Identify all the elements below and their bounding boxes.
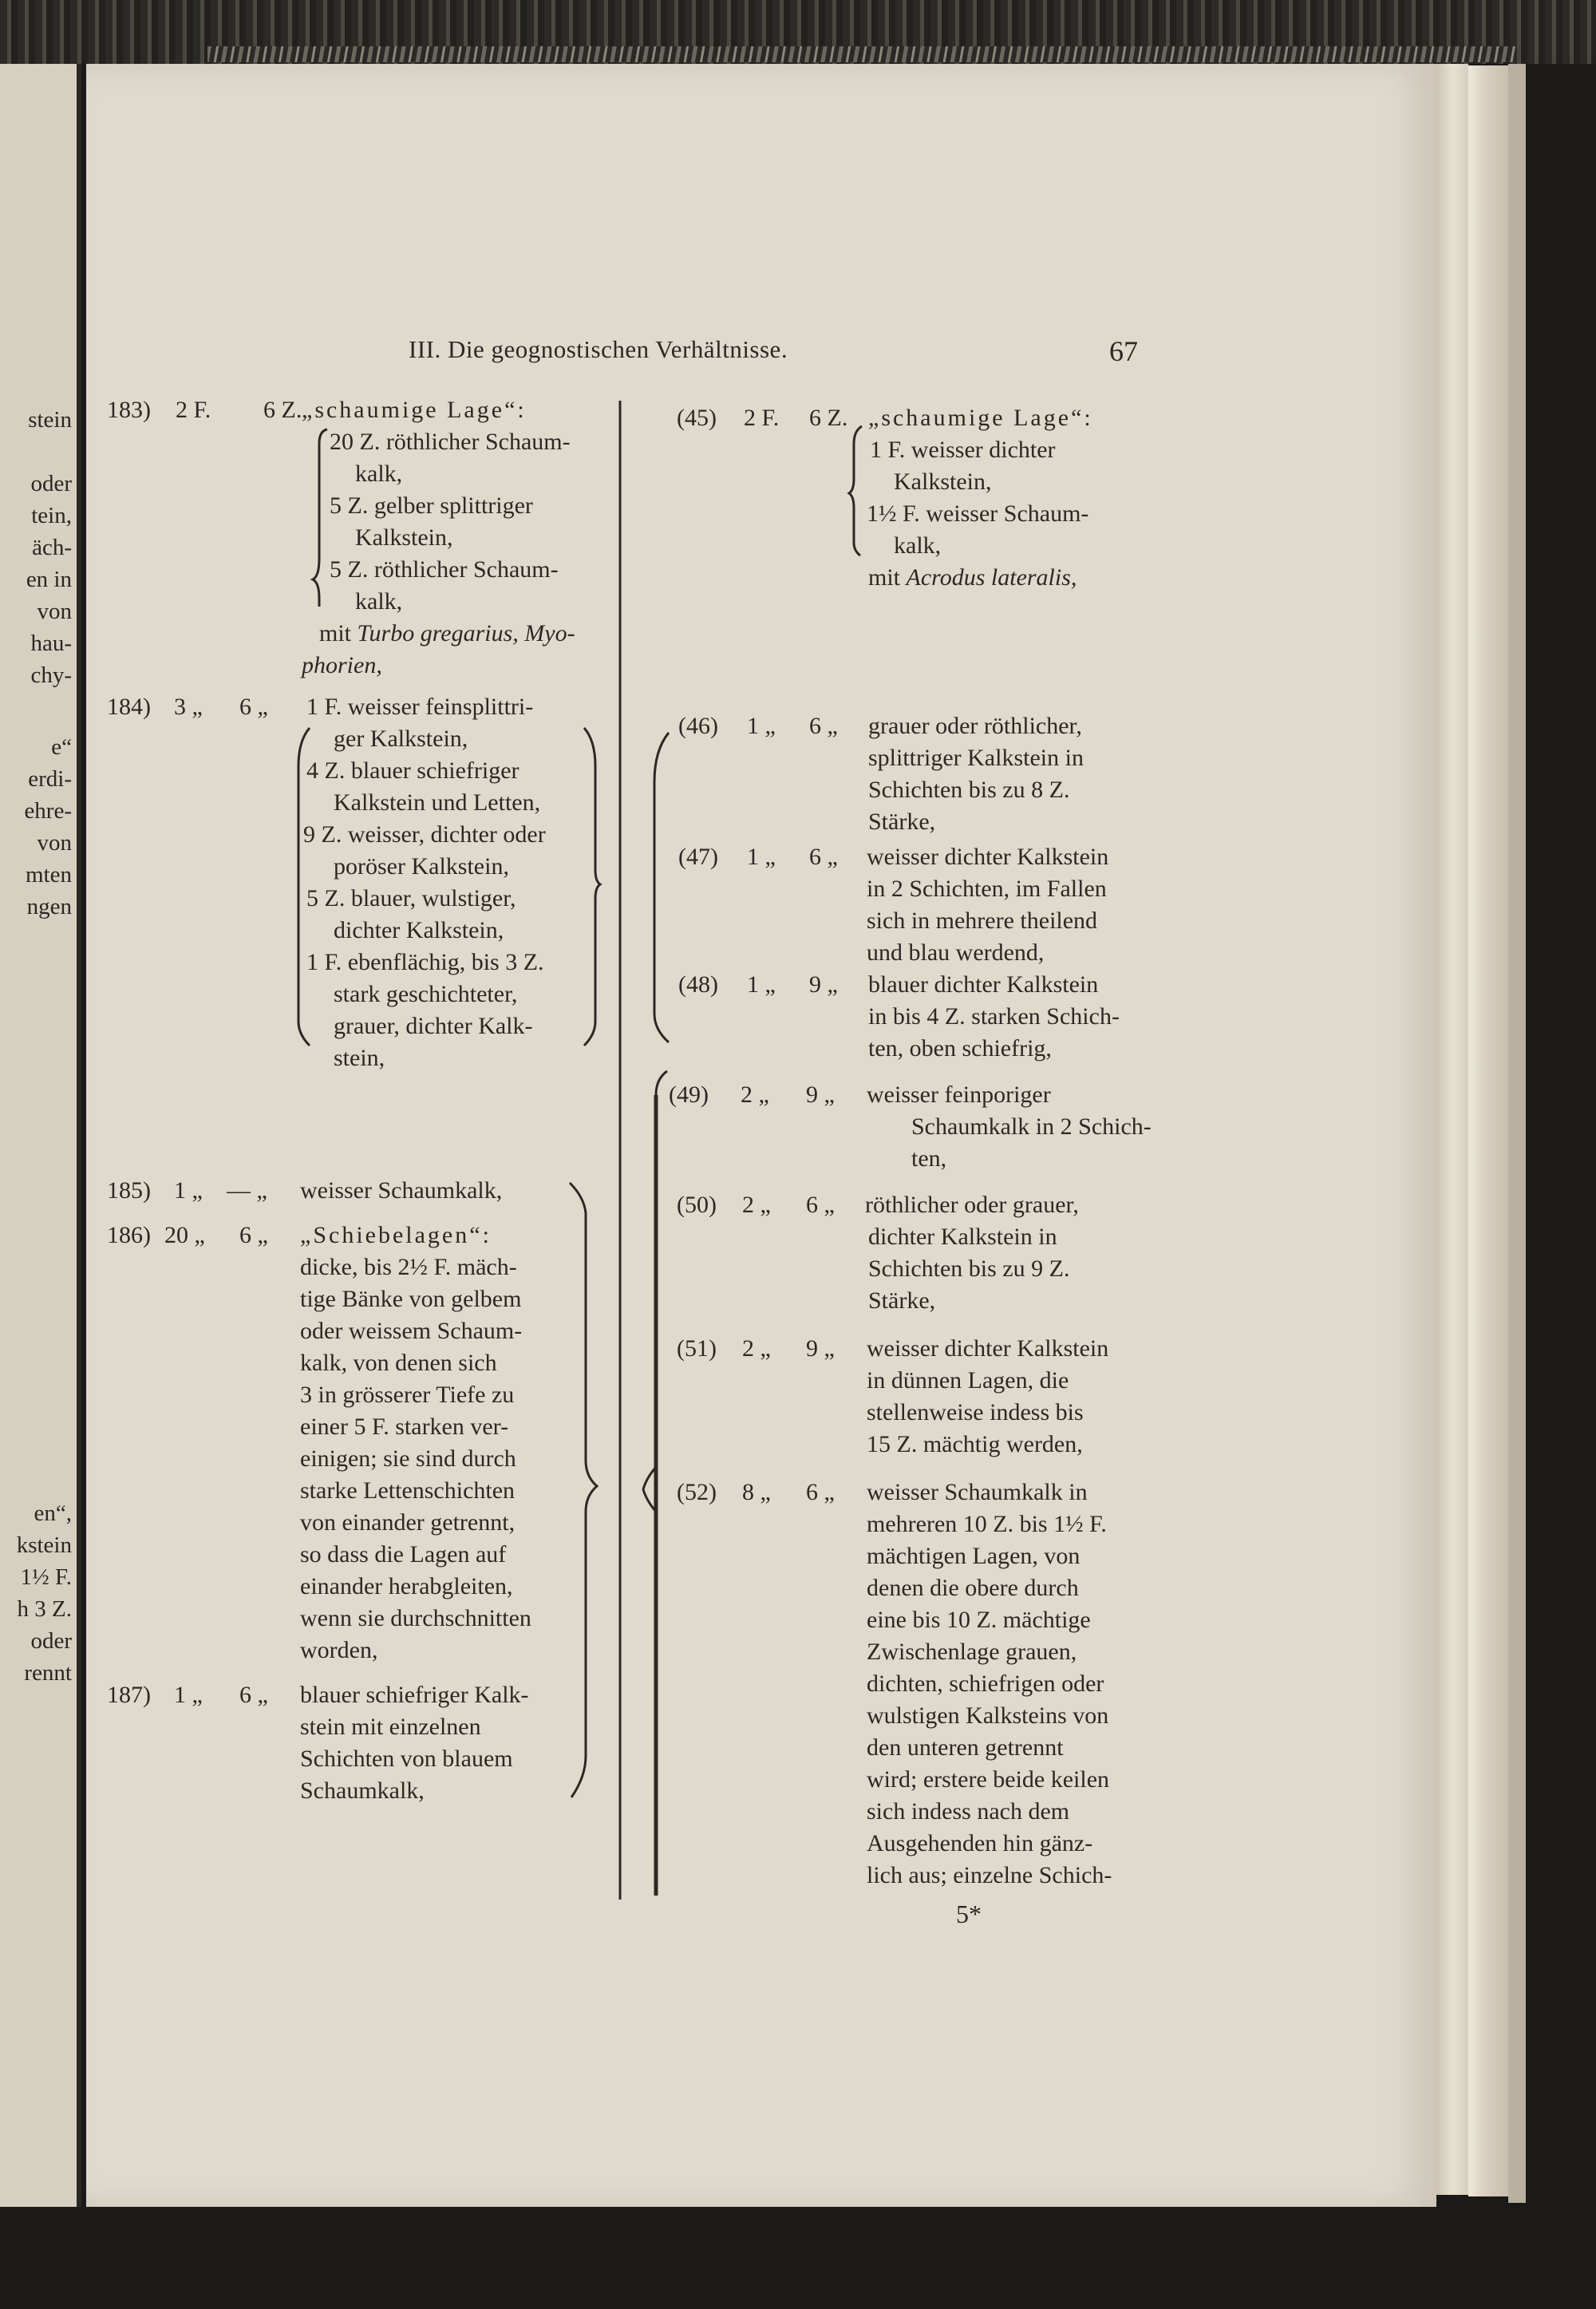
layer-description: grauer oder röthlicher, <box>868 713 1082 739</box>
entry-number: (45) <box>677 405 717 431</box>
layer-description: wulstigen Kalksteins von <box>867 1702 1109 1729</box>
layer-description: einigen; sie sind durch <box>300 1445 516 1472</box>
thickness-inches: 9 „ <box>806 1081 835 1108</box>
brace-183 <box>313 429 327 607</box>
entry-number: 183) <box>107 397 151 423</box>
brace-45 <box>849 426 862 556</box>
layer-description: weisser dichter Kalkstein <box>867 844 1109 870</box>
layer-description: wird; erstere beide keilen <box>867 1766 1110 1793</box>
layer-description: kalk, <box>355 461 403 487</box>
layer-description: stellenweise indess bis <box>867 1399 1084 1425</box>
layer-description: 5 Z. blauer, wulstiger, <box>306 885 516 911</box>
facing-page-fragment: erdi- <box>28 766 72 792</box>
layer-description: lich aus; einzelne Schich- <box>867 1862 1112 1888</box>
layer-description: von einander getrennt, <box>300 1509 516 1536</box>
layer-description: 1 F. weisser feinsplittri- <box>306 694 534 720</box>
layer-description: mit Turbo gregarius, Myo- <box>319 620 575 646</box>
facing-page-fragment: kstein <box>16 1532 72 1558</box>
facing-page-fragment: tein, <box>31 503 72 528</box>
layer-description: dichten, schiefrigen oder <box>867 1670 1104 1697</box>
brace-185-187 <box>570 1183 597 1797</box>
layer-description: so dass die Lagen auf <box>300 1541 507 1568</box>
entry-number: (47) <box>678 844 718 870</box>
layer-description: 1 F. ebenflächig, bis 3 Z. <box>306 949 544 975</box>
thickness-inches: — „ <box>227 1177 267 1204</box>
facing-page-fragment: 1½ F. <box>20 1564 72 1590</box>
layer-description: stark geschichteter, <box>334 981 518 1007</box>
layer-description: und blau werdend, <box>867 939 1045 966</box>
layer-description: wenn sie durchschnitten <box>300 1605 531 1631</box>
layer-description: röthlicher oder grauer, <box>865 1192 1079 1218</box>
fossil-names: phorien, <box>302 652 382 678</box>
layer-description: weisser feinporiger <box>867 1081 1051 1108</box>
layer-description: Zwischenlage grauen, <box>867 1639 1077 1665</box>
entry-number: 187) <box>107 1682 151 1708</box>
thickness-feet: 8 „ <box>742 1479 771 1505</box>
layer-description: denen die obere durch <box>867 1575 1079 1601</box>
thickness-inches: 6 Z. <box>809 405 848 431</box>
layer-description: Schaumkalk, <box>300 1777 425 1804</box>
entry-number: (52) <box>677 1479 717 1505</box>
thickness-feet: 2 „ <box>742 1192 771 1218</box>
layer-description: 9 Z. weisser, dichter oder <box>303 821 546 848</box>
layer-description: einer 5 F. starken ver- <box>300 1413 509 1440</box>
layer-description: blauer schiefriger Kalk- <box>300 1682 529 1708</box>
thickness-feet: 1 „ <box>747 713 776 739</box>
layer-description: Kalkstein, <box>894 469 992 495</box>
layer-description: in dünnen Lagen, die <box>867 1367 1069 1394</box>
layer-description: dichter Kalkstein, <box>334 917 504 943</box>
facing-page-fragment: von <box>37 599 72 624</box>
layer-description: Stärke, <box>868 1287 936 1314</box>
entry-number: (50) <box>677 1192 717 1218</box>
thickness-inches: 6 Z. <box>263 397 302 423</box>
layer-description: dicke, bis 2½ F. mäch- <box>300 1254 517 1280</box>
layer-description: Kalkstein und Letten, <box>334 789 541 816</box>
page-number: 67 <box>1109 335 1138 367</box>
fossil-names: Turbo gregarius, Myo- <box>357 620 575 646</box>
layer-description: „schaumige Lage“: <box>868 405 1093 431</box>
layer-description: sich in mehrere theilend <box>867 907 1098 934</box>
entry-number: (51) <box>677 1335 717 1362</box>
thickness-feet: 2 „ <box>742 1335 771 1362</box>
layer-description: ten, oben schiefrig, <box>868 1035 1052 1062</box>
brace-184-left <box>298 728 310 1046</box>
facing-page-fragment: hau- <box>30 631 72 656</box>
layer-description: Ausgehenden hin gänz- <box>867 1830 1093 1856</box>
layer-description: stein mit einzelnen <box>300 1714 481 1740</box>
facing-page-fragment: äch- <box>32 535 72 560</box>
facing-page-fragment: oder <box>30 1628 72 1654</box>
layer-description: 1 F. weisser dichter <box>870 437 1056 463</box>
facing-page-fragment: rennt <box>24 1660 72 1686</box>
layer-description: „schaumige Lage“: <box>302 397 527 423</box>
layer-description: 3 in grösserer Tiefe zu <box>300 1382 515 1408</box>
brace-46-48 <box>654 733 669 1042</box>
facing-page-fragment: chy- <box>30 662 72 688</box>
layer-description: 1½ F. weisser Schaum- <box>867 500 1089 527</box>
entry-number: (49) <box>669 1081 709 1108</box>
running-title: III. Die geognostischen Verhältnisse. <box>409 335 788 363</box>
layer-description: kalk, von denen sich <box>300 1350 497 1376</box>
thickness-inches: 6 „ <box>806 1479 835 1505</box>
layer-description: 20 Z. röthlicher Schaum- <box>330 429 571 455</box>
layer-description: dichter Kalkstein in <box>868 1224 1057 1250</box>
layer-description: mit Acrodus lateralis, <box>868 564 1077 591</box>
layer-description: grauer, dichter Kalk- <box>334 1013 533 1039</box>
thickness-inches: 6 „ <box>806 1192 835 1218</box>
layer-description: weisser dichter Kalkstein <box>867 1335 1109 1362</box>
facing-page-fragment: oder <box>30 471 72 496</box>
facing-page-fragment: e“ <box>51 734 72 760</box>
layer-description: 15 Z. mächtig werden, <box>867 1431 1083 1457</box>
thickness-feet: 2 F. <box>744 405 780 431</box>
layer-description: in 2 Schichten, im Fallen <box>867 876 1107 902</box>
layer-description: kalk, <box>894 532 942 559</box>
layer-description: den unteren getrennt <box>867 1734 1064 1761</box>
entry-number: 186) <box>107 1222 151 1248</box>
layer-description: weisser Schaumkalk, <box>300 1177 503 1204</box>
facing-page-fragment: stein <box>28 407 72 433</box>
layer-description: „Schiebelagen“: <box>300 1222 492 1248</box>
layer-description: stein, <box>334 1045 385 1071</box>
thickness-feet: 1 „ <box>747 971 776 998</box>
thickness-feet: 1 „ <box>174 1177 203 1204</box>
thickness-feet: 1 „ <box>174 1682 203 1708</box>
thickness-inches: 6 „ <box>239 694 268 720</box>
layer-description: 4 Z. blauer schiefriger <box>306 757 519 784</box>
facing-page-fragment: en in <box>26 567 72 592</box>
layer-description: ger Kalkstein, <box>334 726 468 752</box>
entry-number: 185) <box>107 1177 151 1204</box>
thickness-inches: 6 „ <box>809 713 838 739</box>
thickness-feet: 1 „ <box>747 844 776 870</box>
layer-description: Schichten bis zu 8 Z. <box>868 777 1070 803</box>
layer-description: Schaumkalk in 2 Schich- <box>911 1113 1152 1140</box>
entry-number: (48) <box>678 971 718 998</box>
thickness-inches: 6 „ <box>809 844 838 870</box>
thickness-feet: 20 „ <box>164 1222 205 1248</box>
layer-description: splittriger Kalkstein in <box>868 745 1084 771</box>
fossil-names: Acrodus lateralis, <box>906 564 1077 591</box>
facing-page-fragment: ngen <box>26 894 72 919</box>
thickness-inches: 6 „ <box>239 1682 268 1708</box>
layer-description: mächtigen Lagen, von <box>867 1543 1080 1569</box>
layer-description: 5 Z. röthlicher Schaum- <box>330 556 559 583</box>
signature-mark: 5* <box>956 1900 982 1928</box>
layer-description: 5 Z. gelber splittriger <box>330 492 533 519</box>
facing-page-fragment: en“, <box>34 1500 72 1526</box>
layer-description: kalk, <box>355 588 403 615</box>
facing-page-fragment: ehre- <box>24 798 72 824</box>
layer-description: Kalkstein, <box>355 524 453 551</box>
brace-184-right <box>584 728 600 1046</box>
layer-description: ten, <box>911 1145 947 1172</box>
layer-description: sich indess nach dem <box>867 1798 1070 1825</box>
layer-description: Schichten von blauem <box>300 1746 513 1772</box>
entry-number: (46) <box>678 713 718 739</box>
thickness-feet: 3 „ <box>174 694 203 720</box>
layer-description: starke Lettenschichten <box>300 1477 516 1504</box>
layer-description: tige Bänke von gelbem <box>300 1286 522 1312</box>
thickness-feet: 2 „ <box>741 1081 769 1108</box>
facing-page-fragment: von <box>37 830 72 856</box>
thickness-inches: 9 „ <box>806 1335 835 1362</box>
thickness-inches: 6 „ <box>239 1222 268 1248</box>
layer-description: weisser Schaumkalk in <box>867 1479 1088 1505</box>
layer-description: eine bis 10 Z. mächtige <box>867 1607 1091 1633</box>
entry-number: 184) <box>107 694 151 720</box>
facing-page-fragment: mten <box>26 862 72 888</box>
layer-description: blauer dichter Kalkstein <box>868 971 1099 998</box>
layer-description: mehreren 10 Z. bis 1½ F. <box>867 1511 1107 1537</box>
thickness-inches: 9 „ <box>809 971 838 998</box>
layer-description: Stärke, <box>868 809 936 835</box>
bracket-rule <box>656 1071 667 1095</box>
layer-description: einander herabgleiten, <box>300 1573 513 1599</box>
layer-description: in bis 4 Z. starken Schich- <box>868 1003 1120 1030</box>
thickness-feet: 2 F. <box>176 397 211 423</box>
layer-description: Schichten bis zu 9 Z. <box>868 1255 1070 1282</box>
facing-page-fragment: h 3 Z. <box>17 1596 72 1622</box>
layer-description: poröser Kalkstein, <box>334 853 509 880</box>
layer-description: oder weissem Schaum- <box>300 1318 523 1344</box>
layer-description: worden, <box>300 1637 378 1663</box>
